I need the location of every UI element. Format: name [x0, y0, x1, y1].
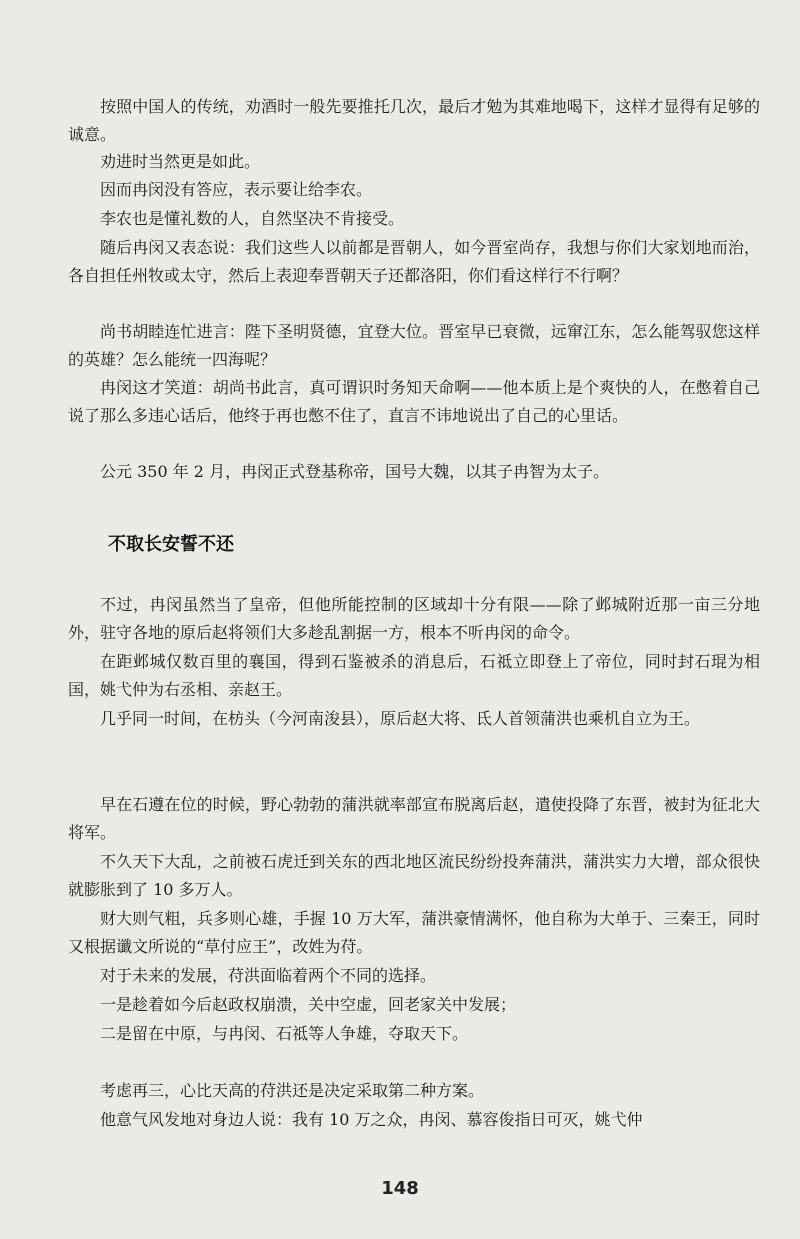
paragraph: 按照中国人的传统，劝酒时一般先要推托几次，最后才勉为其难地喝下，这样才显得有足够的诚意。 [68, 97, 760, 144]
paragraph: 随后冉闵又表态说：我们这些人以前都是晋朝人，如今晋室尚存，我想与你们大家划地而治，各自担任州牧或太守，然后上表迎奉晋朝天子还都洛阳，你们看这样行不行啊？ [68, 238, 760, 285]
paragraph: 尚书胡睦连忙进言：陛下圣明贤德，宜登大位。晋室早已衰微，远窜江东，怎么能驾驭您这样的英雄？怎么能统一四海呢？ [68, 322, 760, 369]
section-heading: 不取长安誓不还 [108, 534, 234, 555]
page-number: 148 [381, 1178, 419, 1199]
paragraph: 二是留在中原，与冉闵、石祗等人争雄，夺取天下。 [100, 1024, 469, 1043]
paragraph: 对于未来的发展，苻洪面临着两个不同的选择。 [100, 966, 437, 985]
paragraph: 财大则气粗，兵多则心雄，手握 10 万大军，蒲洪豪情满怀，他自称为大单于、三秦王，同时又根据谶文所说的“草付应王”，改姓为苻。 [68, 909, 760, 956]
paragraph: 早在石遵在位的时候，野心勃勃的蒲洪就率部宣布脱离后赵，遣使投降了东晋，被封为征北大将军。 [68, 795, 760, 842]
paragraph: 劝进时当然更是如此。 [100, 152, 261, 171]
paragraph: 一是趁着如今后赵政权崩溃，关中空虚，回老家关中发展； [100, 995, 517, 1014]
paragraph: 不久天下大乱，之前被石虎迁到关东的西北地区流民纷纷投奔蒲洪，蒲洪实力大增，部众很快就膨胀到了 10 多万人。 [68, 852, 760, 899]
paragraph: 在距邺城仅数百里的襄国，得到石鉴被杀的消息后，石祗立即登上了帝位，同时封石琨为相国，姚弋仲为右丞相、亲赵王。 [68, 652, 760, 699]
paragraph: 他意气风发地对身边人说：我有 10 万之众，冉闵、慕容俊指日可灭，姚弋仲 [100, 1110, 643, 1129]
paragraph: 公元 350 年 2 月，冉闵正式登基称帝，国号大魏，以其子冉智为太子。 [100, 462, 610, 481]
paragraph: 因而冉闵没有答应，表示要让给李农。 [100, 180, 373, 199]
paragraph: 李农也是懂礼数的人，自然坚决不肯接受。 [100, 209, 405, 228]
paragraph: 考虑再三，心比天高的苻洪还是决定采取第二种方案。 [100, 1081, 485, 1100]
paragraph: 几乎同一时间，在枋头（今河南浚县），原后赵大将、氐人首领蒲洪也乘机自立为王。 [100, 709, 701, 728]
paragraph: 不过，冉闵虽然当了皇帝，但他所能控制的区域却十分有限——除了邺城附近那一亩三分地外，驻守各地的原后赵将领们大多趁乱割据一方，根本不听冉闵的命令。 [68, 595, 760, 642]
paragraph: 冉闵这才笑道：胡尚书此言，真可谓识时务知天命啊——他本质上是个爽快的人，在憋着自己说了那么多违心话后，他终于再也憋不住了，直言不讳地说出了自己的心里话。 [68, 378, 760, 425]
